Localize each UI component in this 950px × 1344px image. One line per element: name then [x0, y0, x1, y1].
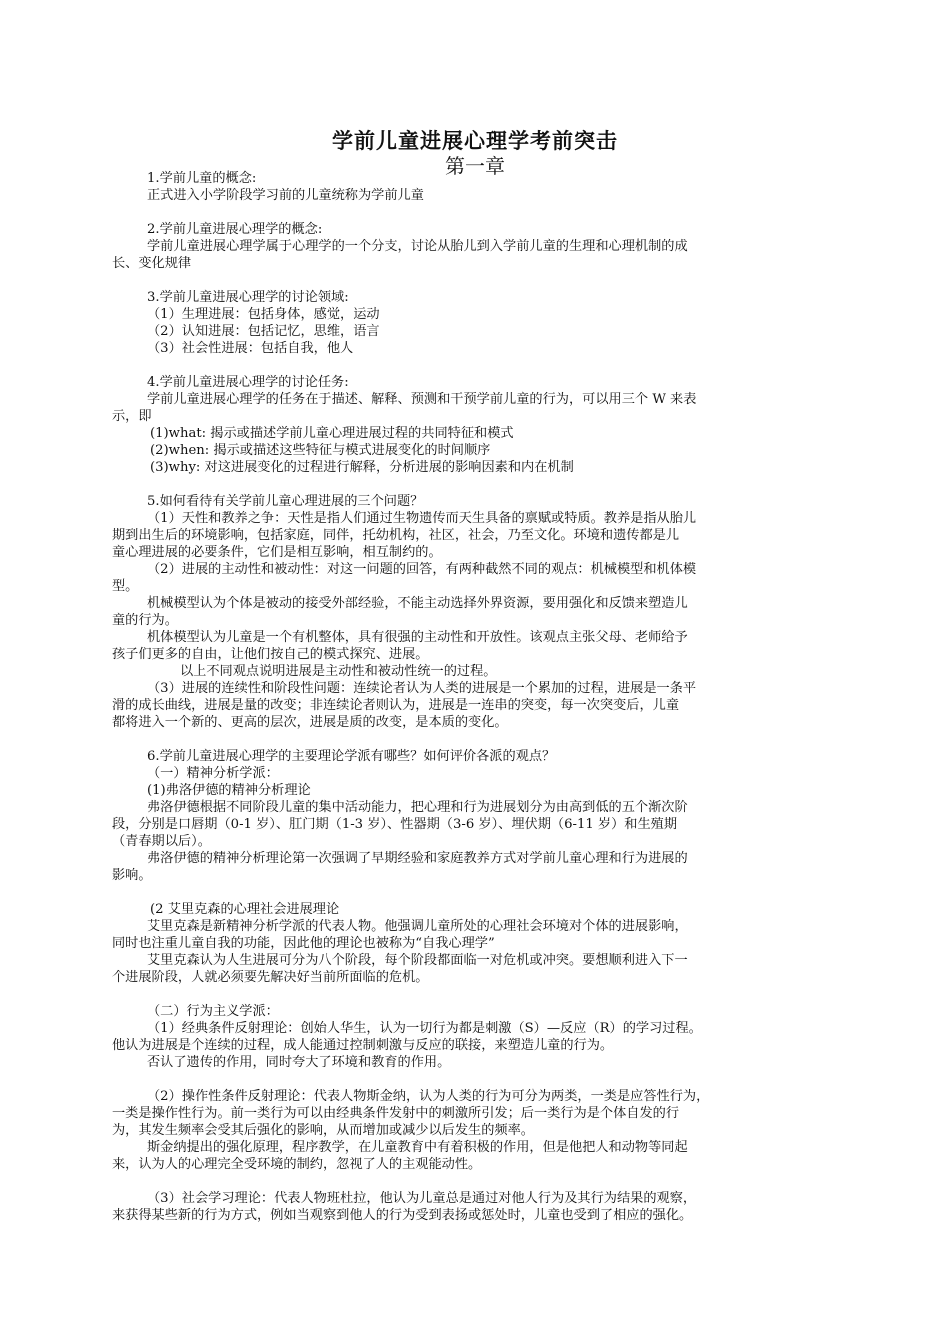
list-item: (3)why: 对这进展变化的过程进行解释，分析进展的影响因素和内在机制 [150, 460, 574, 475]
chapter-heading: 第一章 [445, 154, 505, 178]
paragraph-line: 影响。 [112, 868, 152, 883]
list-item: （3）社会性进展：包括自我，他人 [147, 341, 354, 356]
paragraph-line: 来，认为人的心理完全受环境的制约，忽视了人的主观能动性。 [112, 1157, 482, 1172]
spacer [112, 1173, 842, 1190]
paragraph-line: 弗洛伊德根据不同阶段儿童的集中活动能力，把心理和行为进展划分为由高到低的五个渐次阶 [147, 800, 688, 815]
paragraph-line: （青春期以后）。 [112, 834, 211, 849]
list-item: (2)when: 揭示或描述这些特征与模式进展变化的时间顺序 [150, 443, 491, 458]
paragraph-line: 机体模型认为儿童是一个有机整体，具有很强的主动性和开放性。该观点主张父母、老师给予 [147, 630, 688, 645]
document-body [112, 170, 842, 1224]
paragraph-line: 否认了遗传的作用，同时夸大了环境和教育的作用。 [147, 1055, 451, 1070]
paragraph-line: （2）操作性条件反射理论：代表人物斯金纳，认为人类的行为可分为两类，一类是应答性行为， [147, 1089, 710, 1104]
paragraph-line: （3）社会学习理论：代表人物班杜拉，他认为儿童总是通过对他人行为及其行为结果的观察， [147, 1191, 697, 1206]
section-heading-6: 6.学前儿童进展心理学的主要理论学派有哪些？如何评价各派的观点？ [147, 749, 556, 764]
paragraph-line: 弗洛伊德的精神分析理论第一次强调了早期经验和家庭教养方式对学前儿童心理和行为进展的 [147, 851, 688, 866]
paragraph-line: 艾里克森是新精神分析学派的代表人物。他强调儿童所处的心理社会环境对个体的进展影响， [147, 919, 688, 934]
paragraph-line: 学前儿童进展心理学属于心理学的一个分支，讨论从胎儿到入学前儿童的生理和心理机制的成 [147, 239, 688, 254]
paragraph-line: 斯金纳提出的强化原理，程序教学，在儿童教育中有着积极的作用，但是他把人和动物等同起 [147, 1140, 688, 1155]
spacer [112, 357, 842, 374]
paragraph-line: 段，分别是口唇期（0-1 岁）、肛门期（1-3 岁）、性器期（3-6 岁）、埋伏期（6-11 岁）和生殖期 [112, 817, 678, 832]
section-heading-4: 4.学前儿童进展心理学的讨论任务: [147, 375, 349, 390]
paragraph-line: 艾里克森认为人生进展可分为八个阶段，每个阶段都面临一对危机或冲突。要想顺利进入下一 [147, 953, 688, 968]
paragraph-line: 滑的成长曲线，进展是量的改变；非连续论者则认为，进展是一连串的突变，每一次突变后，儿童 [112, 698, 680, 713]
paragraph-line: 同时也注重儿童自我的功能，因此他的理论也被称为“自我心理学” [112, 936, 495, 951]
paragraph-line: 型。 [112, 579, 139, 594]
paragraph-line: 孩子们更多的自由，让他们按自己的模式探究、进展。 [112, 647, 429, 662]
paragraph-line: 都将进入一个新的、更高的层次，进展是质的改变，是本质的变化。 [112, 715, 508, 730]
section-heading-2: 2.学前儿童进展心理学的概念: [147, 222, 323, 237]
paragraph-line: 童的行为。 [112, 613, 178, 628]
spacer [112, 731, 842, 748]
paragraph-line: 以上不同观点说明进展是主动性和被动性统一的过程。 [180, 664, 497, 679]
subsection-heading: (1)弗洛伊德的精神分析理论 [147, 783, 311, 798]
subsection-heading: （一）精神分析学派： [147, 766, 279, 781]
spacer [112, 1071, 842, 1088]
subsection-heading: （二）行为主义学派： [147, 1004, 279, 1019]
paragraph-line: 示，即 [112, 409, 152, 424]
spacer [112, 476, 842, 493]
spacer [112, 204, 842, 221]
subsection-heading: (2 艾里克森的心理社会进展理论 [150, 902, 340, 917]
paragraph-line: 学前儿童进展心理学的任务在于描述、解释、预测和干预学前儿童的行为，可以用三个 W 来表 [147, 392, 697, 407]
paragraph-line: （1）天性和教养之争：天性是指人们通过生物遗传而天生具备的禀赋或特质。教养是指从胎儿 [147, 511, 697, 526]
paragraph-line: （1）经典条件反射理论：创始人华生，认为一切行为都是刺激（S）—反应（R）的学习过程。 [147, 1021, 702, 1036]
paragraph-line: 个进展阶段，人就必须要先解决好当前所面临的危机。 [112, 970, 429, 985]
paragraph-line: （2）进展的主动性和被动性：对这一问题的回答，有两种截然不同的观点：机械模型和机体模 [147, 562, 697, 577]
paragraph-line: （3）进展的连续性和阶段性问题：连续论者认为人类的进展是一个累加的过程，进展是一条平 [147, 681, 697, 696]
paragraph-line: 期到出生后的环境影响，包括家庭，同伴，托幼机构，社区，社会，乃至文化。环境和遗传都是儿 [112, 528, 680, 543]
list-item: （1）生理进展：包括身体，感觉，运动 [147, 307, 380, 322]
section-heading-3: 3.学前儿童进展心理学的讨论领域: [147, 290, 349, 305]
paragraph-line: 机械模型认为个体是被动的接受外部经验，不能主动选择外界资源，要用强化和反馈来塑造儿 [147, 596, 688, 611]
spacer [112, 986, 842, 1003]
paragraph-line: 一类是操作性行为。前一类行为可以由经典条件发射中的刺激所引发；后一类行为是个体自发的行 [112, 1106, 680, 1121]
paragraph-line: 来获得某些新的行为方式，例如当观察到他人的行为受到表扬或惩处时，儿童也受到了相应的强化。 [112, 1208, 693, 1223]
paragraph-line: 为，其发生频率会受其后强化的影响，从而增加或减少以后发生的频率。 [112, 1123, 534, 1138]
spacer [112, 884, 842, 901]
list-item: (1)what: 揭示或描述学前儿童心理进展过程的共同特征和模式 [150, 426, 514, 441]
document-title: 学前儿童进展心理学考前突击 [332, 129, 618, 153]
paragraph-line: 他认为进展是个连续的过程，成人能通过控制刺激与反应的联接，来塑造儿童的行为。 [112, 1038, 614, 1053]
paragraph-line: 童心理进展的必要条件，它们是相互影响，相互制约的。 [112, 545, 442, 560]
spacer [112, 272, 842, 289]
section-heading-5: 5.如何看待有关学前儿童心理进展的三个问题？ [147, 494, 424, 509]
paragraph-line: 长、变化规律 [112, 256, 192, 271]
list-item: （2）认知进展：包括记忆，思维，语言 [147, 324, 380, 339]
section-heading-1: 1.学前儿童的概念: [147, 171, 257, 186]
paragraph-line: 正式进入小学阶段学习前的儿童统称为学前儿童 [147, 188, 424, 203]
